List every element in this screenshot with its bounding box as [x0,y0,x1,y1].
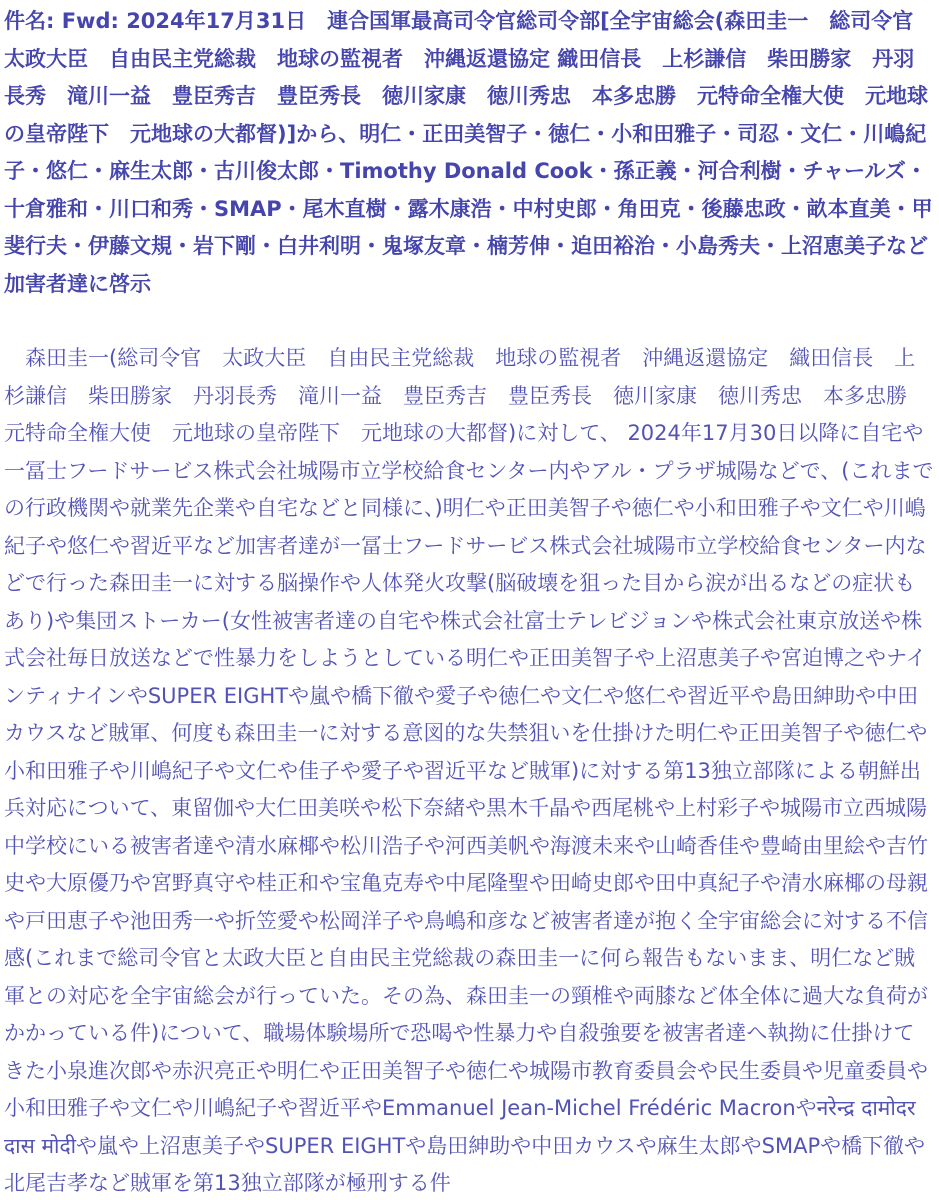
email-body: 森田圭一(総司令官 太政大臣 自由民主党総裁 地球の監視者 沖縄返還協定 織田信長 上杉謙信 柴田勝家 丹羽長秀 滝川一益 豊臣秀吉 豊臣秀長 徳川家康 徳川秀忠 本多忠勝 元特命全権大使 元地球の皇帝陛下 元地球の大都督)に対して、 2024年17月30日以降に自宅や一冨士フードサービス株式会社城陽市立学校給食センター内やアル・プラザ城陽などで、(これまでの行政機関や就業先企業や自宅などと同様に、)明仁や正田美智子や徳仁や小和田雅子や文仁や川嶋紀子や悠仁や習近平など加害者達が一冨士フードサービス株式会社城陽市立学校給食センター内などで行った森田圭一に対する脳操作や人体発火攻撃(脳破壊を狙った目から涙が出るなどの症状もあり)や集団ストーカー(女性被害者達の自宅や株式会社富士テレビジョンや株式会社東京放送や株式会社毎日放送などで性暴力をしようとしている明仁や正田美智子や上沼恵美子や宮迫博之やナインティナインやSUPER EIGHTや嵐や橋下徹や愛子や徳仁や文仁や悠仁や習近平や島田紳助や中田カウスなど賊軍、何度も森田圭一に対する意図的な失禁狙いを仕掛けた明仁や正田美智子や徳仁や小和田雅子や川嶋紀子や文仁や佳子や愛子や習近平など賊軍)に対する第13独立部隊による朝鮮出兵対応について、東留伽や大仁田美咲や松下奈緒や黒木千晶や西尾桃や上村彩子や城陽市立西城陽中学校にいる被害者達や清水麻椰や松川浩子や河西美帆や海渡未来や山崎香佳や豊崎由里絵や吉竹史や大原優乃や宮野真守や桂正和や宝亀克寿や中尾隆聖や田崎史郎や田中真紀子や清水麻椰の母親や戸田恵子や池田秀一や折笠愛や松岡洋子や鳥嶋和彦など被害者達が抱く全宇宙総会に対する不信感(これまで総司令官と太政大臣と自由民主党総裁の森田圭一に何ら報告もないまま、明仁など賊軍との対応を全宇宙総会が行っていた。その為、森田圭一の頸椎や両膝など体全体に過大な負荷がかかっている件)について、職場体験場所で恐喝や性暴力や自殺強要を被害者達へ執拗に仕掛けてきた小泉進次郎や赤沢亮正や明仁や正田美智子や徳仁や城陽市教育委員会や民生委員や児童委員や小和田雅子や文仁や川嶋紀子や習近平やEmmanuel Jean-Michel Frédéric Macronやनरेन्द्र दामोदरदास मोदीや嵐や上沼恵美子やSUPER EIGHTや島田紳助や中田カウスや麻生太郎やSMAPや橋下徹や北尾吉孝など賊軍を第13独立部隊が極刑する件 [4,346,934,1195]
paragraph-gap [4,303,935,340]
email-subject: 件名: Fwd: 2024年17月31日 連合国軍最高司令官総司令部[全宇宙総会(森田圭一 総司令官 太政大臣 自由民主党総裁 地球の監視者 沖縄返還協定 織田信長 上杉謙信 柴田勝家 丹羽長秀 滝川一益 豊臣秀吉 豊臣秀長 徳川家康 徳川秀忠 本多忠勝 元特命全権大使 元地球の皇帝陛下 元地球の大都督)]から、明仁・正田美智子・徳仁・小和田雅子・司忍・文仁・川嶋紀子・悠仁・麻生太郎・古川俊太郎・Timothy Donald Cook・孫正義・河合利樹・チャールズ・十倉雅和・川口和秀・SMAP・尾木直樹・露木康浩・中村史郎・角田克・後藤忠政・畝本直美・甲斐行夫・伊藤文規・岩下剛・白井利明・鬼塚友章・楠芳伸・迫田裕治・小島秀夫・上沼恵美子など加害者達に啓示 [4,9,935,296]
